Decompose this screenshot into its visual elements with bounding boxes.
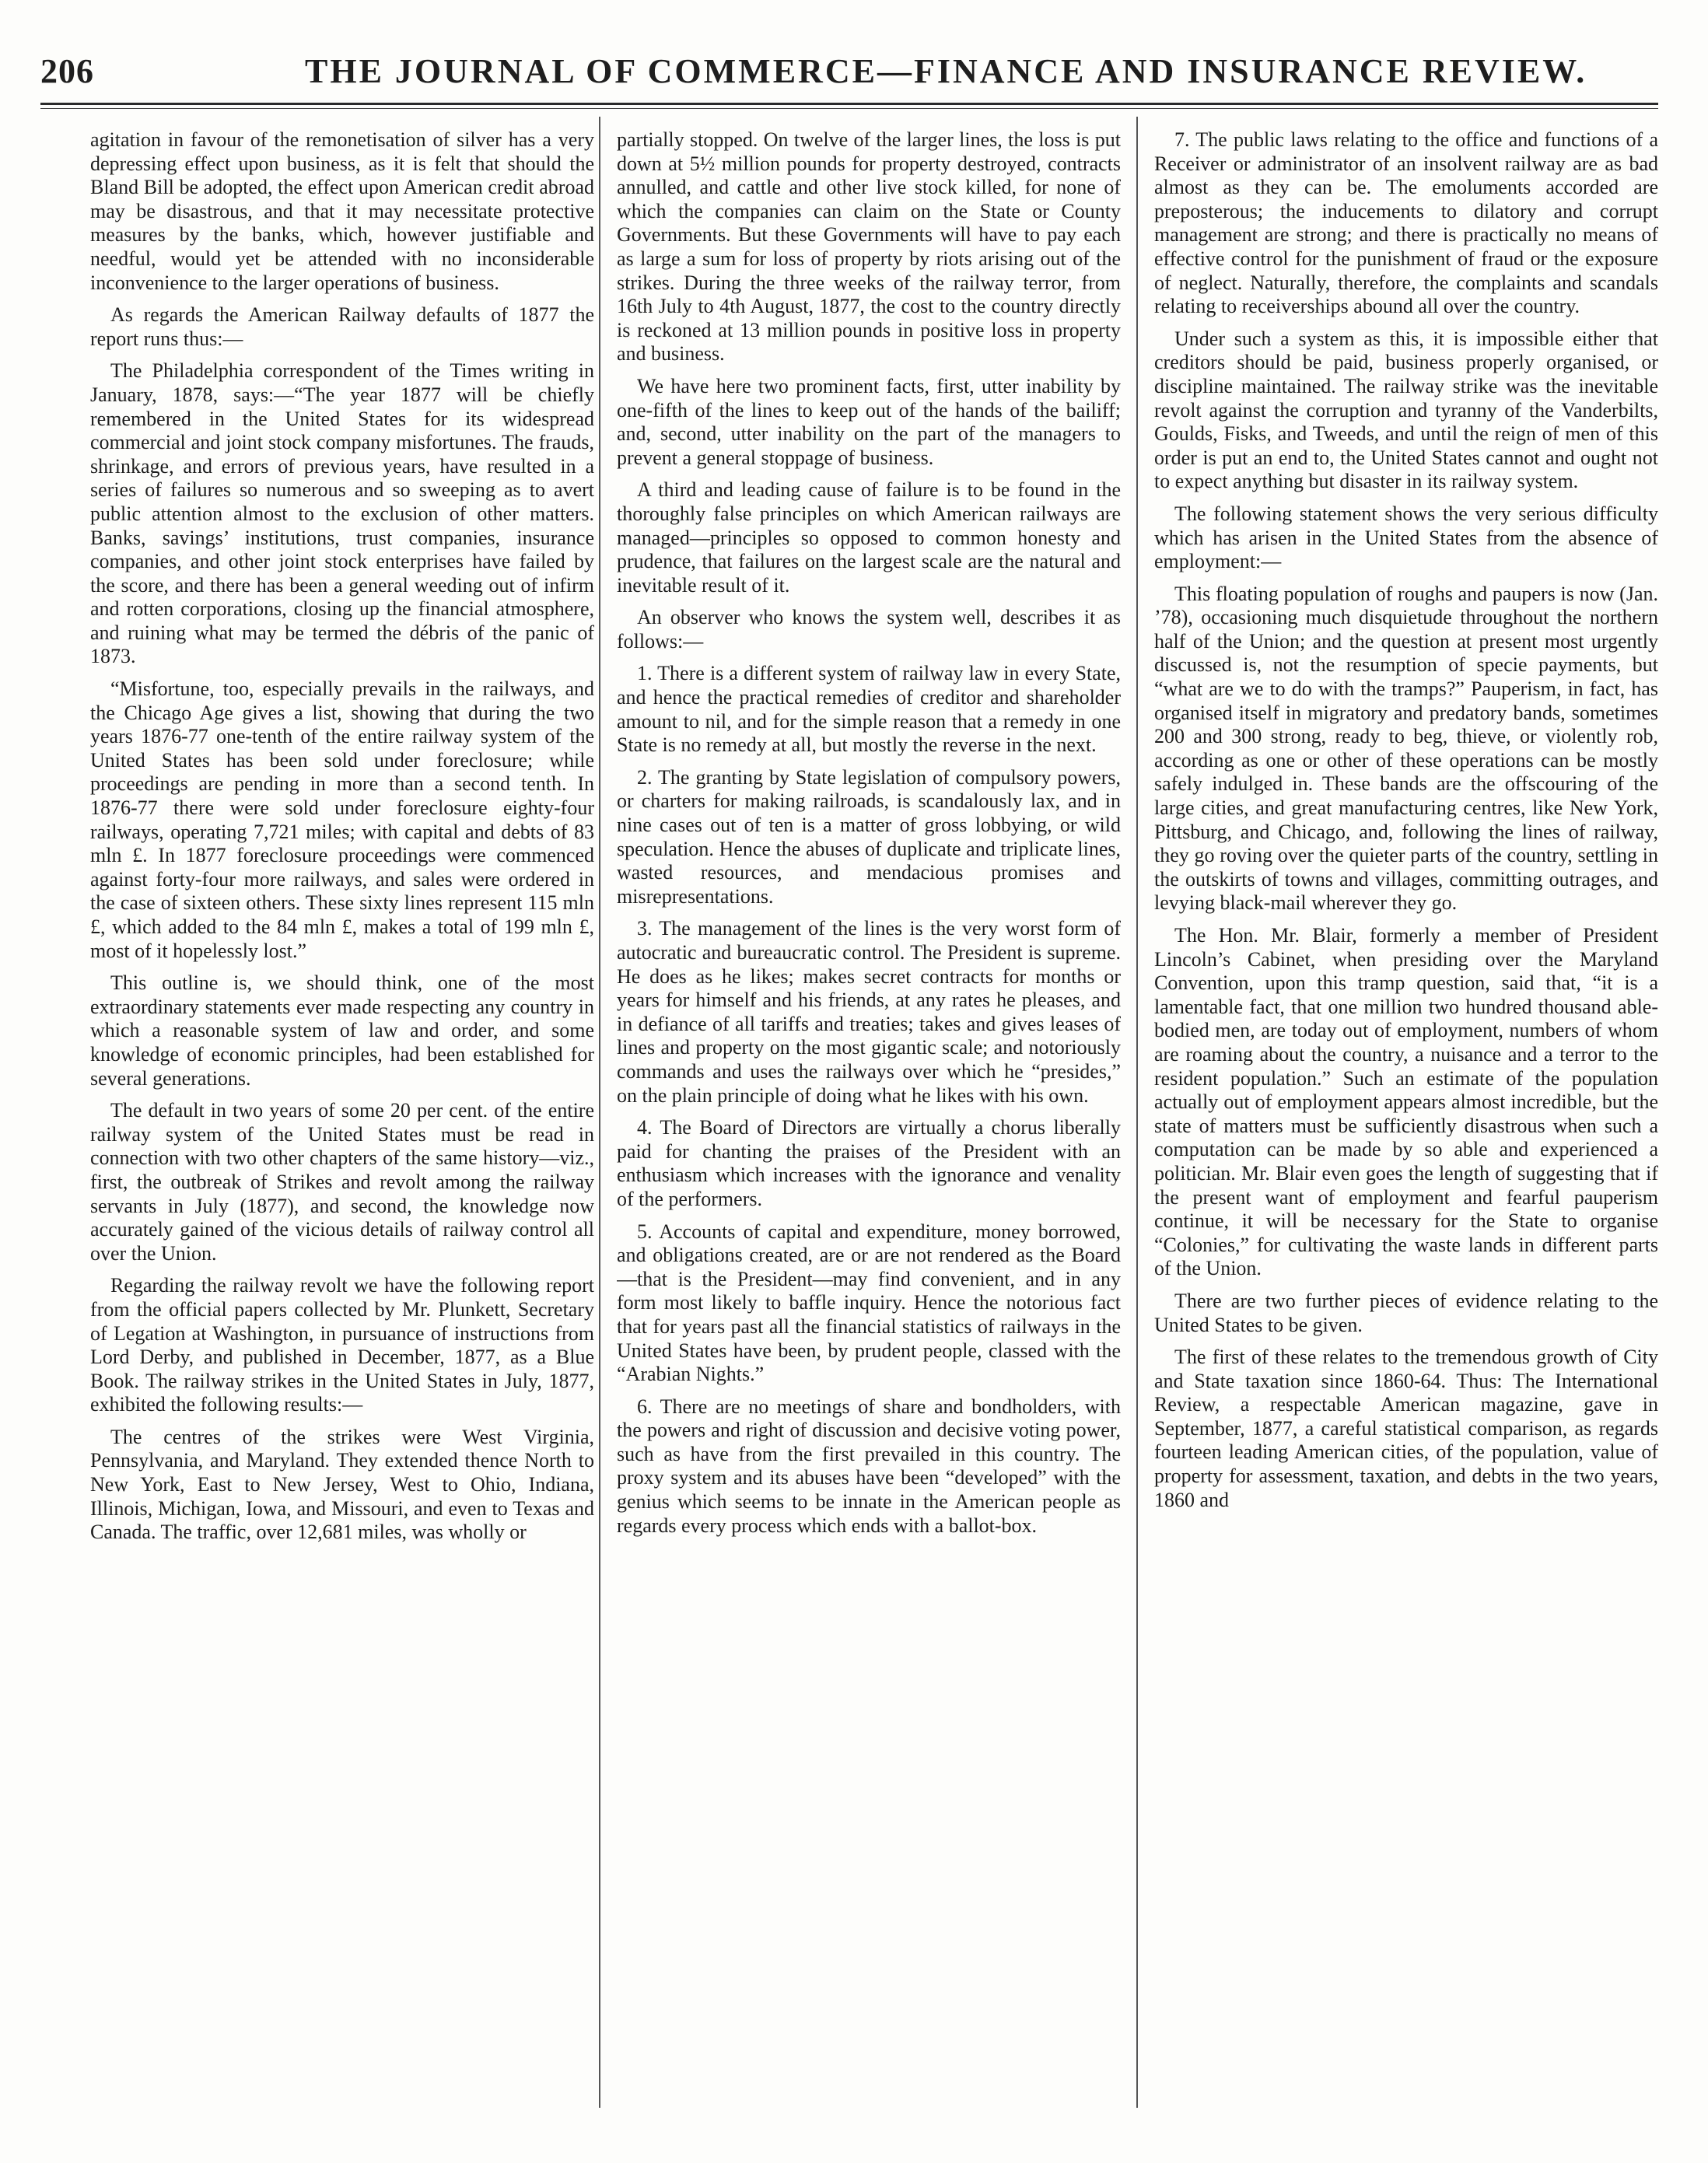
- column-right: [1154, 128, 1658, 2119]
- list-item: 5. Accounts of capital and expenditure, money borrowed, and obligations created, are or are not rendered as the Board—that is the President—may find convenient, and in any form most likely to baffle inquiry. Hence the notorious fact that for years past all the financial statistics of railways in the United States have been, by prudent people, classed with the “Arabian Nights.”: [617, 1220, 1121, 1386]
- paragraph: The Philadelphia correspondent of the Times writing in January, 1878, says:—“The year 1877 will be chiefly remembered in the United States for its widespread commercial and joint stock company misfortunes. The frauds, shrinkage, and errors of previous years, have resulted in a series of failures so numerous and so sweeping as to avert public attention almost to the exclusion of other matters. Banks, savings’ institutions, trust companies, insurance companies, and other joint stock enterprises have failed by the score, and there has been a general weeding out of infirm and rotten corporations, closing up the financial atmosphere, and ruining what may be termed the débris of the panic of 1873.: [90, 359, 594, 668]
- list-item: 6. There are no meetings of share and bondholders, with the powers and right of discussion and decisive voting power, such as have from the first prevailed in this country. The proxy system and its abuses have been “developed” with the genius which seems to be innate in the American people as regards every process which ends with a ballot-box.: [617, 1395, 1121, 1537]
- paragraph: An observer who knows the system well, describes it as follows:—: [617, 606, 1121, 653]
- page-header: [40, 45, 1658, 100]
- paragraph: The following statement shows the very serious difficulty which has arisen in the United States from the absence of employment:—: [1154, 502, 1658, 573]
- paragraph: This floating population of roughs and paupers is now (Jan. ’78), occasioning much disquietude throughout the northern half of the Union; and the question at present most urgently discussed is, not the resumption of specie payments, but “what are we to do with the tramps?” Pauperism, in fact, has organised itself in migratory and predatory bands, sometimes 200 and 300 strong, ready to beg, thieve, or violently rob, according as one or other of these operations can be mostly safely indulged in. These bands are the offscouring of the large cities, and great manufacturing centres, like New York, Pittsburg, and Chicago, and, following the lines of railway, they go roving over the quieter parts of the country, settling in the outskirts of towns and villages, committing outrages, and levying black-mail wherever they go.: [1154, 582, 1658, 915]
- column-middle: [617, 128, 1121, 2119]
- paragraph: The centres of the strikes were West Virginia, Pennsylvania, and Maryland. They extended thence North to New York, East to New Jersey, West to Ohio, Indiana, Illinois, Michigan, Iowa, and Missouri, and even to Texas and Canada. The traffic, over 12,681 miles, was wholly or: [90, 1425, 594, 1544]
- paragraph: This outline is, we should think, one of the most extraordinary statements ever made respecting any country in which a reasonable system of law and order, and some knowledge of economic principles, had been established for several generations.: [90, 971, 594, 1090]
- list-item: 1. There is a different system of railway law in every State, and hence the practical remedies of creditor and shareholder amount to nil, and for the simple reason that a remedy in one State is no remedy at all, but mostly the reverse in the next.: [617, 662, 1121, 757]
- column-divider: [1136, 117, 1138, 2108]
- paragraph: Regarding the railway revolt we have the following report from the official papers collected by Mr. Plunkett, Secretary of Legation at Washington, in pursuance of instructions from Lord Derby, and published in December, 1877, as a Blue Book. The railway strikes in the United States in July, 1877, exhibited the following results:—: [90, 1274, 594, 1416]
- paragraph: The Hon. Mr. Blair, formerly a member of President Lincoln’s Cabinet, when presiding over the Maryland Convention, upon this tramp question, said that, “it is a lamentable fact, that one million two hundred thousand able-bodied men, are today out of employment, numbers of whom are roaming about the country, a nuisance and a terror to the resident population.” Such an estimate of the population actually out of employment appears almost incredible, but the state of matters must be sufficiently disastrous when such a computation can be made by so able and experienced a politician. Mr. Blair even goes the length of suggesting that if the present want of employment and fearful pauperism continue, it will be necessary for the State to organise “Colonies,” for cultivating the waste lands in different parts of the Union.: [1154, 924, 1658, 1280]
- list-item: 3. The management of the lines is the very worst form of autocratic and bureaucratic control. The President is supreme. He does as he likes; makes secret contracts for months or years for himself and his friends, at any rates he pleases, and in defiance of all tariffs and treaties; takes and gives leases of lines and property on the most gigantic scale; and notoriously commands and uses the railways over which he “presides,” on the plain principle of doing what he likes with his own.: [617, 917, 1121, 1107]
- journal-title: THE JOURNAL OF COMMERCE—FINANCE AND INSURANCE REVIEW.: [305, 52, 1587, 90]
- list-item: 7. The public laws relating to the office and functions of a Receiver or administrator of an insolvent railway are as bad almost as they can be. The emoluments accorded are preposterous; the inducements to dilatory and corrupt management are strong; and there is practically no means of effective control for the punishment of fraud or the exposure of neglect. Naturally, therefore, the complaints and scandals relating to receiverships abound all over the country.: [1154, 128, 1658, 318]
- page-number: 206: [40, 52, 94, 90]
- header-rule: [40, 103, 1658, 105]
- column-left: [90, 128, 594, 2119]
- column-divider: [599, 117, 600, 2108]
- paragraph: partially stopped. On twelve of the larger lines, the loss is put down at 5½ million pounds for property destroyed, contracts annulled, and cattle and other live stock killed, for none of which the companies can claim on the State or County Governments. But these Governments will have to pay each as large a sum for loss of property by riots arising out of the strikes. During the three weeks of the railway terror, from 16th July to 4th August, 1877, the cost to the country directly is reckoned at 13 million pounds in positive loss in property and business.: [617, 128, 1121, 366]
- paragraph: Under such a system as this, it is impossible either that creditors should be paid, business properly organised, or discipline maintained. The railway strike was the inevitable revolt against the corruption and tyranny of the Vanderbilts, Goulds, Fisks, and Tweeds, and until the reign of men of this order is put an end to, the United States cannot and ought not to expect anything but disaster in its railway system.: [1154, 327, 1658, 493]
- list-item: 2. The granting by State legislation of compulsory powers, or charters for making railroads, is scandalously lax, and in nine cases out of ten is a matter of gross lobbying, or wild speculation. Hence the abuses of duplicate and triplicate lines, wasted resources, and mendacious promises and misrepresentations.: [617, 765, 1121, 908]
- paragraph: A third and leading cause of failure is to be found in the thoroughly false principles on which American railways are managed—principles so opposed to common honesty and prudence, that failures on the largest scale are the natural and inevitable result of it.: [617, 478, 1121, 597]
- paragraph: “Misfortune, too, especially prevails in the railways, and the Chicago Age gives a list, showing that during the two years 1876-77 one-tenth of the entire railway system of the United States has been sold under foreclosure; while proceedings are pending in more than a second tenth. In 1876-77 there were sold under foreclosure eighty-four railways, operating 7,721 miles; with capital and debts of 83 mln £. In 1877 foreclosure proceedings were commenced against forty-four more railways, and sales were ordered in the case of sixteen others. These sixty lines represent 115 mln £, which added to the 84 mln £, makes a total of 199 mln £, most of it hopelessly lost.”: [90, 677, 594, 962]
- paragraph: We have here two prominent facts, first, utter inability by one-fifth of the lines to keep out of the hands of the bailiff; and, second, utter inability on the part of the managers to prevent a general stoppage of business.: [617, 374, 1121, 469]
- paragraph: The first of these relates to the tremendous growth of City and State taxation since 1860-64. Thus: The International Review, a respectable American magazine, gave in September, 1877, a careful statistical comparison, as regards fourteen leading American cities, of the population, value of property for assessment, taxation, and debts in the two years, 1860 and: [1154, 1346, 1658, 1511]
- paragraph: There are two further pieces of evidence relating to the United States to be given.: [1154, 1289, 1658, 1336]
- paragraph: The default in two years of some 20 per cent. of the entire railway system of the United States must be read in connection with two other chapters of the same history—viz., first, the outbreak of Strikes and revolt among the railway servants in July (1877), and second, the knowledge now accurately gained of the vicious details of railway control all over the Union.: [90, 1099, 594, 1265]
- header-rule-thin: [40, 108, 1658, 109]
- paragraph: agitation in favour of the remonetisation of silver has a very depressing effect upon business, as it is felt that should the Bland Bill be adopted, the effect upon American credit abroad may be disastrous, and that it may necessitate protective measures by the banks, which, however justifiable and needful, would yet be attended with no inconsiderable inconvenience to the larger operations of business.: [90, 128, 594, 294]
- paragraph: As regards the American Railway defaults of 1877 the report runs thus:—: [90, 303, 594, 350]
- list-item: 4. The Board of Directors are virtually a chorus liberally paid for chanting the praises of the President with an enthusiasm which increases with the ignorance and venality of the performers.: [617, 1116, 1121, 1210]
